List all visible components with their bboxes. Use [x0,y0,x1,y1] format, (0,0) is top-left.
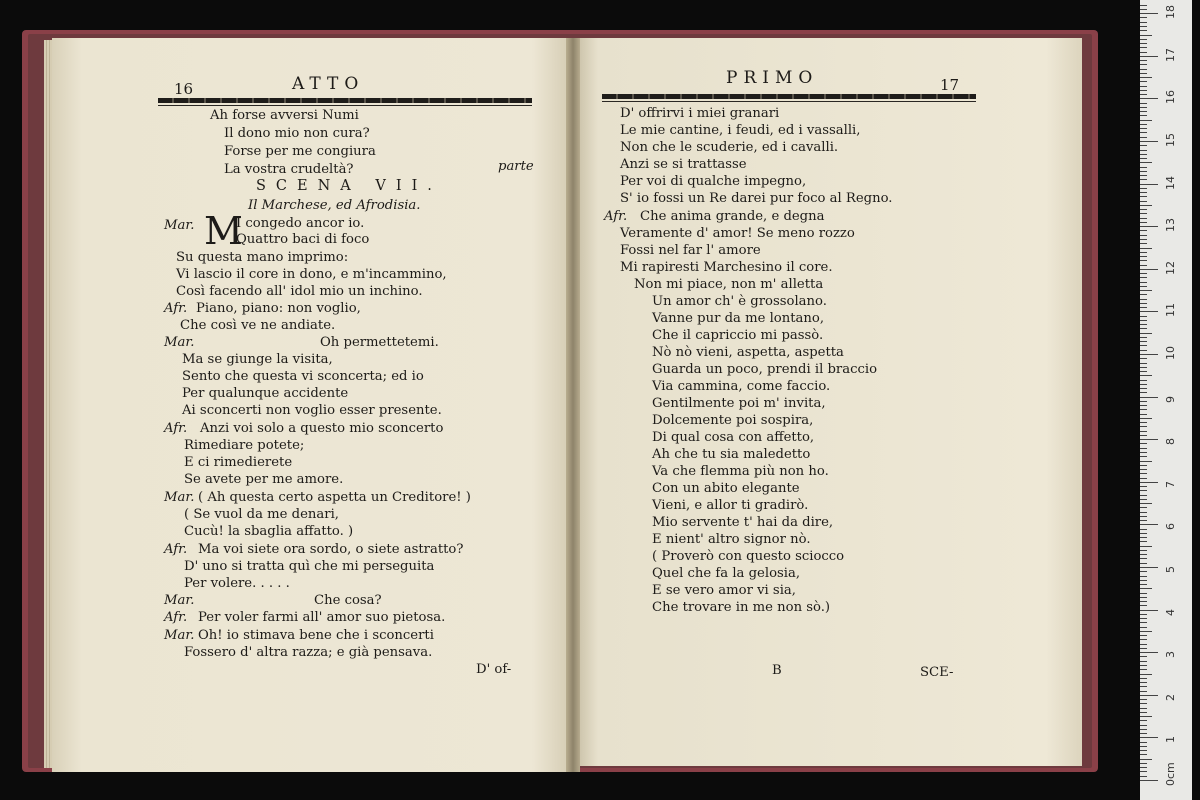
text-line: Forse per me congiura [224,144,376,159]
text-line: Ah forse avversi Numi [210,108,359,123]
ruler-tick [1140,414,1147,415]
ruler-tick [1140,401,1147,402]
ruler-tick [1140,473,1147,474]
ruler-tick [1140,337,1147,338]
ruler-tick [1140,30,1147,31]
ruler-tick [1140,69,1147,70]
ruler-tick [1140,154,1147,155]
text-line: Su questa mano imprimo: [176,250,349,265]
ruler-tick [1140,576,1147,577]
ruler-tick [1140,614,1147,615]
ruler-tick [1140,188,1147,189]
ruler-tick [1140,584,1147,585]
ruler-label: 0cm [1164,762,1177,786]
ruler-tick [1140,644,1147,645]
text-line: Vi lascio il core in dono, e m'incammino, [176,267,447,282]
ruler-label: 17 [1164,47,1177,62]
ruler-tick [1140,17,1147,18]
ruler-tick [1140,686,1147,687]
text-line: D' uno si tratta quì che mi perseguita [184,559,435,574]
ruler-tick [1140,742,1147,743]
ruler-tick [1140,580,1147,581]
ruler-tick [1140,593,1147,594]
ruler-tick [1140,763,1147,764]
ruler-tick [1140,469,1147,470]
ruler-tick [1140,128,1147,129]
ruler-tick [1140,771,1147,772]
ruler-tick [1140,218,1147,219]
speaker-label: Mar. [164,218,195,233]
text-line: Fossero d' altra razza; e già pensava. [184,645,433,660]
ruler-tick [1140,265,1147,266]
ruler-tick [1140,682,1147,683]
ruler-tick [1140,754,1147,755]
ruler-tick [1140,729,1147,730]
ruler-label: 3 [1164,651,1177,659]
text-line: Con un abito elegante [652,481,800,496]
ruler-tick [1140,678,1147,679]
ruler-tick [1140,720,1147,721]
left-page-number: 16 [174,80,194,98]
ruler-tick [1140,299,1147,300]
ruler-tick [1140,563,1147,564]
ruler-tick [1140,248,1152,249]
ruler-tick [1140,358,1147,359]
text-line: Di qual cosa con affetto, [652,430,815,445]
ruler-tick [1140,192,1147,193]
text-line: Ma voi siete ora sordo, o siete astratto? [198,542,464,557]
text-line: Quel che fa la gelosia, [652,566,801,581]
ruler-label: 14 [1164,175,1177,190]
speaker-label: Afr. [164,301,188,316]
ruler-tick [1140,175,1147,176]
ruler-tick [1140,490,1147,491]
text-line: Fossi nel far l' amore [620,243,761,258]
ruler-tick [1140,222,1147,223]
ruler-tick [1140,158,1147,159]
text-line: Che il capriccio mi passò. [652,328,824,343]
ruler-tick [1140,546,1152,547]
ruler-tick [1140,60,1147,61]
ruler-tick [1140,699,1147,700]
ruler-tick [1140,107,1147,108]
signature-mark: B [772,663,782,678]
text-line: I congedo ancor io. [236,216,365,231]
speaker-label: Mar. [164,335,195,350]
ruler-tick [1140,167,1147,168]
ruler-tick [1140,171,1147,172]
ruler-tick [1140,448,1147,449]
ruler-tick [1140,588,1152,589]
speaker-label: Afr. [164,610,188,625]
ruler-tick [1140,422,1147,423]
ruler-tick [1140,286,1147,287]
ruler-tick [1140,47,1147,48]
ruler-tick [1140,737,1158,738]
ruler-tick [1140,269,1158,270]
ruler-tick [1140,252,1147,253]
ruler-tick [1140,618,1147,619]
text-line: Che così ve ne andiate. [180,318,336,333]
text-line: Cucù! la sbaglia affatto. ) [184,524,354,539]
ruler-label: 7 [1164,480,1177,488]
ruler-tick [1140,86,1147,87]
ruler-tick [1140,94,1147,95]
text-line: Ai sconcerti non voglio esser presente. [182,403,442,418]
ruler-tick [1140,452,1147,453]
left-running-head: ATTO [292,74,365,94]
text-line: Veramente d' amor! Se meno rozzo [620,226,855,241]
ruler-tick [1140,39,1147,40]
left-page [52,38,572,772]
ruler-tick [1140,367,1147,368]
ruler-tick [1140,426,1147,427]
ruler-tick [1140,529,1147,530]
ruler-tick [1140,9,1147,10]
ruler-tick [1140,239,1147,240]
ruler-tick [1140,213,1147,214]
ruler-tick [1140,179,1147,180]
text-line: Per voi di qualche impegno, [620,174,807,189]
ruler-tick [1140,132,1147,133]
ruler-tick [1140,137,1147,138]
ruler-tick [1140,461,1152,462]
ruler-tick [1140,431,1147,432]
ruler-tick [1140,371,1147,372]
ruler-tick [1140,324,1147,325]
ruler-tick [1140,601,1147,602]
ruler-tick [1140,405,1147,406]
scene-heading: SCENA VII. [256,178,442,194]
ruler-tick [1140,691,1147,692]
ruler-tick [1140,503,1152,504]
text-line: Oh! io stimava bene che i sconcerti [198,628,434,643]
ruler-tick [1140,635,1147,636]
ruler-label: 8 [1164,438,1177,446]
ruler-tick [1140,141,1158,142]
ruler-tick [1140,597,1147,598]
ruler-tick [1140,56,1158,57]
right-head-rule-thin [602,101,976,102]
ruler-tick [1140,435,1147,436]
ruler-tick [1140,350,1147,351]
ruler-tick [1140,767,1147,768]
ruler-label: 9 [1164,395,1177,403]
ruler-tick [1140,311,1158,312]
ruler-tick [1140,567,1158,568]
ruler-tick [1140,256,1147,257]
ruler-tick [1140,90,1147,91]
text-line: Vanne pur da me lontano, [652,311,825,326]
right-page-number: 17 [940,76,960,94]
ruler-tick [1140,639,1147,640]
right-running-head: PRIMO [726,68,819,88]
ruler-tick [1140,150,1147,151]
text-line: Guarda un poco, prendi il braccio [652,362,878,377]
ruler-tick [1140,294,1147,295]
ruler-tick [1140,516,1147,517]
ruler-tick [1140,759,1152,760]
ruler-tick [1140,627,1147,628]
ruler-tick [1140,456,1147,457]
text-line: Così facendo all' idol mio un inchino. [176,284,423,299]
ruler-tick [1140,648,1147,649]
ruler-tick [1140,98,1158,99]
ruler-tick [1140,507,1147,508]
ruler-label: 5 [1164,566,1177,573]
text-line: E se vero amor vi sia, [652,583,796,598]
text-line: Per volere. . . . . [184,576,290,591]
ruler-label: 18 [1164,5,1177,20]
catchword: SCE- [920,665,954,680]
text-line: Per qualunque accidente [182,386,349,401]
text-line: Per voler farmi all' amor suo pietosa. [198,610,446,625]
text-line: Le mie cantine, i feudi, ed i vassalli, [620,123,861,138]
ruler-tick [1140,380,1147,381]
ruler-tick [1140,328,1147,329]
text-line: E ci rimedierete [184,455,293,470]
ruler-tick [1140,550,1147,551]
ruler-tick [1140,665,1147,666]
text-line: S' io fossi un Re darei pur foco al Regno. [620,191,893,206]
text-line: Che trovare in me non sò.) [652,600,831,615]
text-line: La vostra crudeltà? [224,162,354,177]
ruler-tick [1140,524,1158,525]
text-line: Ah che tu sia maledetto [652,447,811,462]
ruler-tick [1140,201,1147,202]
ruler-tick [1140,384,1147,385]
ruler-tick [1140,780,1158,781]
ruler-label: 12 [1164,260,1177,275]
ruler-tick [1140,571,1147,572]
text-line: Che anima grande, e degna [640,209,825,224]
ruler-tick [1140,520,1147,521]
text-line: E nient' altro signor nò. [652,532,811,547]
ruler-tick [1140,750,1147,751]
text-line: Oh permettetemi. [320,335,439,350]
ruler-tick [1140,205,1152,206]
book-gutter [566,38,580,772]
ruler-tick [1140,776,1147,777]
ruler-tick [1140,652,1158,653]
ruler-tick [1140,541,1147,542]
ruler-tick [1140,495,1147,496]
text-line: Anzi voi solo a questo mio sconcerto [200,421,444,436]
ruler-label: 13 [1164,218,1177,233]
ruler-tick [1140,103,1147,104]
ruler-tick [1140,712,1147,713]
ruler-tick [1140,277,1147,278]
ruler-tick [1140,226,1158,227]
ruler-tick [1140,397,1158,398]
ruler-tick [1140,52,1147,53]
ruler-tick [1140,478,1147,479]
ruler-tick [1140,120,1152,121]
ruler-label: 11 [1164,303,1177,318]
left-head-rule-thin [158,105,532,106]
ruler-tick [1140,465,1147,466]
ruler-tick [1140,418,1152,419]
text-line: Gentilmente poi m' invita, [652,396,826,411]
ruler-tick [1140,733,1147,734]
ruler-tick [1140,73,1147,74]
ruler-tick [1140,307,1147,308]
ruler-label: 4 [1164,608,1177,616]
ruler-tick [1140,388,1147,389]
speaker-label: Afr. [604,209,628,224]
stage-direction: parte [498,159,534,174]
ruler-tick [1140,443,1147,444]
left-head-rule [158,98,532,103]
ruler-label: 2 [1164,693,1177,701]
ruler-tick [1140,5,1147,6]
text-line: Se avete per me amore. [184,472,344,487]
ruler-tick [1140,162,1152,163]
drop-cap: M [204,209,243,253]
text-line: Che cosa? [314,593,382,608]
measuring-ruler [1140,0,1192,800]
ruler-tick [1140,22,1147,23]
ruler-tick [1140,716,1152,717]
text-line: Rimediare potete; [184,438,305,453]
speaker-label: Mar. [164,490,195,505]
ruler-tick [1140,354,1158,355]
text-line: Anzi se si trattasse [620,157,747,172]
ruler-tick [1140,703,1147,704]
ruler-tick [1140,184,1158,185]
ruler-tick [1140,674,1152,675]
scene-characters: Il Marchese, ed Afrodisia. [248,198,421,213]
ruler-tick [1140,230,1147,231]
ruler-tick [1140,273,1147,274]
speaker-label: Mar. [164,593,195,608]
ruler-tick [1140,13,1158,14]
ruler-tick [1140,486,1147,487]
text-line: Nò nò vieni, aspetta, aspetta [652,345,844,360]
ruler-tick [1140,622,1147,623]
ruler-tick [1140,554,1147,555]
ruler-tick [1140,610,1158,611]
ruler-tick [1140,605,1147,606]
text-line: D' offrirvi i miei granari [620,106,780,121]
ruler-tick [1140,316,1147,317]
ruler-label: 15 [1164,133,1177,147]
text-line: Il dono mio non cura? [224,126,370,141]
text-line: Va che flemma più non ho. [652,464,829,479]
ruler-tick [1140,482,1158,483]
ruler-tick [1140,661,1147,662]
speaker-label: Mar. [164,628,195,643]
text-line: Dolcemente poi sospira, [652,413,814,428]
ruler-tick [1140,290,1152,291]
ruler-label: 16 [1164,90,1177,105]
text-line: Sento che questa vi sconcerta; ed io [182,369,424,384]
ruler-tick [1140,235,1147,236]
text-line: Via cammina, come faccio. [652,379,831,394]
ruler-tick [1140,35,1152,36]
ruler-tick [1140,708,1147,709]
ruler-tick [1140,43,1147,44]
ruler-tick [1140,695,1158,696]
ruler-tick [1140,375,1152,376]
ruler-tick [1140,260,1147,261]
ruler-tick [1140,115,1147,116]
right-page [576,38,1082,766]
text-line: ( Ah questa certo aspetta un Creditore! ) [198,490,471,505]
ruler-tick [1140,333,1152,334]
ruler-tick [1140,243,1147,244]
text-line: ( Se vuol da me denari, [184,507,339,522]
text-line: Piano, piano: non voglio, [196,301,361,316]
ruler-tick [1140,725,1147,726]
text-line: Mio servente t' hai da dire, [652,515,834,530]
ruler-label: 6 [1164,523,1177,531]
ruler-tick [1140,209,1147,210]
ruler-tick [1140,363,1147,364]
ruler-tick [1140,81,1147,82]
ruler-tick [1140,111,1147,112]
ruler-tick [1140,631,1152,632]
ruler-tick [1140,558,1147,559]
text-line: Non che le scuderie, ed i cavalli. [620,140,839,155]
ruler-tick [1140,392,1147,393]
text-line: Non mi piace, non m' alletta [634,277,824,292]
ruler-tick [1140,341,1147,342]
ruler-tick [1140,303,1147,304]
ruler-tick [1140,345,1147,346]
ruler-tick [1140,669,1147,670]
text-line: Quattro baci di foco [236,232,370,247]
ruler-tick [1140,656,1147,657]
ruler-tick [1140,77,1152,78]
ruler-label: 10 [1164,346,1177,360]
catchword: D' of- [476,662,512,677]
ruler-tick [1140,499,1147,500]
text-line: Mi rapiresti Marchesino il core. [620,260,833,275]
ruler-tick [1140,746,1147,747]
ruler-tick [1140,439,1158,440]
text-line: Un amor ch' è grossolano. [652,294,827,309]
ruler-tick [1140,196,1147,197]
ruler-tick [1140,124,1147,125]
right-head-rule [602,94,976,99]
ruler-tick [1140,320,1147,321]
ruler-tick [1140,282,1147,283]
text-line: Ma se giunge la visita, [182,352,333,367]
text-line: ( Proverò con questo sciocco [652,549,845,564]
ruler-tick [1140,26,1147,27]
ruler-label: 1 [1164,736,1177,744]
ruler-tick [1140,537,1147,538]
ruler-tick [1140,145,1147,146]
ruler-tick [1140,64,1147,65]
speaker-label: Afr. [164,542,188,557]
ruler-tick [1140,533,1147,534]
speaker-label: Afr. [164,421,188,436]
text-line: Vieni, e allor ti gradirò. [652,498,809,513]
ruler-tick [1140,512,1147,513]
ruler-tick [1140,409,1147,410]
